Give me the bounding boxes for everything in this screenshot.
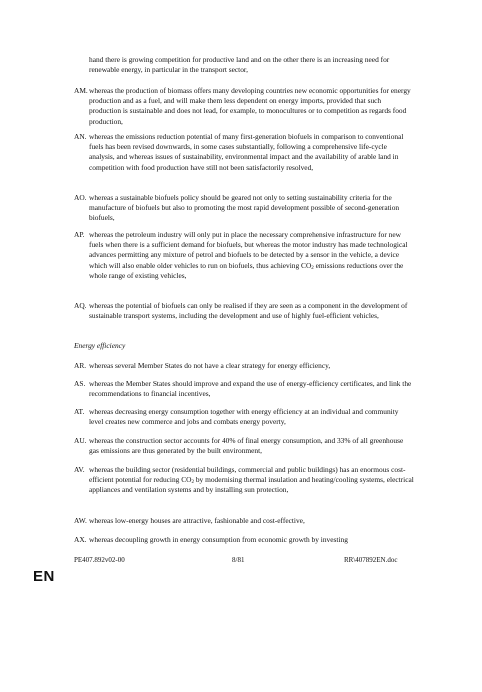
subscript: 2 xyxy=(191,480,194,486)
footer-doc-ref: PE407.892v02-00 xyxy=(74,556,125,564)
recital-text-cont: by modernising thermal insulation and heating/cooling systems, electrical appliances and ventilation systems and by installing sun protection, xyxy=(89,475,414,495)
recital-am xyxy=(74,86,414,127)
footer-rr-ref: RR\407892EN.doc xyxy=(344,556,398,564)
subscript: 2 xyxy=(311,265,314,271)
recital-text: whereas the production of biomass offers many developing countries new economic opportunities for energy production and as a fuel, and will make them less dependent on energy imports, provided that such production is sustainable and does not lead, for example, to monocultures or to competition as regards food production, xyxy=(89,86,411,126)
recital-label: AW. xyxy=(74,516,87,525)
recital-ap xyxy=(74,230,414,281)
language-code: EN xyxy=(33,568,55,585)
recital-label: AN. xyxy=(74,132,87,141)
recital-aq xyxy=(74,301,414,321)
recital-av xyxy=(74,465,414,496)
recital-text: whereas the construction sector accounts for 40% of final energy consumption, and 33% of all greenhouse gas emissions are thus generated by the built environment, xyxy=(89,436,404,456)
recital-ar xyxy=(74,361,414,371)
recital-text: whereas the building sector (residential buildings, commercial and public buildings) has an enormous cost-efficient potential for reducing CO xyxy=(89,465,406,485)
recital-label: AV. xyxy=(74,465,85,474)
recital-label: AM. xyxy=(74,86,88,95)
recital-label: AO. xyxy=(74,193,87,202)
continuation-text: hand there is growing competition for productive land and on the other there is an increasing need for renewable energy, in particular in the transport sector, xyxy=(89,55,390,75)
recital-ao xyxy=(74,193,414,224)
recital-text: whereas decreasing energy consumption together with energy efficiency at an individual and community level creates new commerce and jobs and combats energy poverty, xyxy=(89,407,399,427)
recital-label: AQ. xyxy=(74,301,87,310)
recital-text: whereas decoupling growth in energy consumption from economic growth by investing xyxy=(89,535,348,544)
recital-label: AS. xyxy=(74,379,86,388)
recital-text-cont: emissions reductions over the whole range of existing vehicles, xyxy=(89,260,404,280)
recital-label: AU. xyxy=(74,436,87,445)
recital-text: whereas the emissions reduction potential of many first-generation biofuels in comparison to conventional fuels has been revised downwards, in some cases substantially, following a comprehensive life-cycle analysis, and whereas issues of sustainability, environmental impact and the availability of arable land in competition with food production have still not been satisfactorily resolved, xyxy=(89,132,404,172)
recital-label: AT. xyxy=(74,407,85,416)
recital-text: whereas several Member States do not have a clear strategy for energy efficiency, xyxy=(89,361,331,370)
recital-text: whereas the Member States should improve and expand the use of energy-efficiency certificates, and link the recommendations to financial incentives, xyxy=(89,379,412,399)
section-heading: Energy efficiency xyxy=(74,341,126,350)
recital-label: AX. xyxy=(74,535,87,544)
footer-page-number: 8/81 xyxy=(232,556,245,564)
recital-label: AR. xyxy=(74,361,87,370)
recital-text: whereas low-energy houses are attractive, fashionable and cost-effective, xyxy=(89,516,305,525)
recital-au xyxy=(74,436,414,456)
recital-text: whereas the potential of biofuels can only be realised if they are seen as a component in the development of sustainable transport systems, including the development and use of highly fuel-efficient vehicles, xyxy=(89,301,408,321)
recital-text: whereas a sustainable biofuels policy should be geared not only to setting sustainability criteria for the manufacture of biofuels but also to promoting the most rapid development possible of second-generation biofuels, xyxy=(89,193,400,223)
recital-aw xyxy=(74,516,414,526)
recital-text: whereas the petroleum industry will only put in place the necessary comprehensive infrastructure for new fuels when there is a sufficient demand for biofuels, but whereas the motor industry has made technological advances permitting any mixture of petrol and biofuels to be detected by a sensor in the vehicle, a device which will also enable older vehicles to run on biofuels, thus achieving CO xyxy=(89,230,408,270)
recital-an xyxy=(74,132,414,173)
recital-label: AP. xyxy=(74,230,85,239)
recital-ax xyxy=(74,535,414,545)
recital-as xyxy=(74,379,414,399)
recital-at xyxy=(74,407,414,427)
